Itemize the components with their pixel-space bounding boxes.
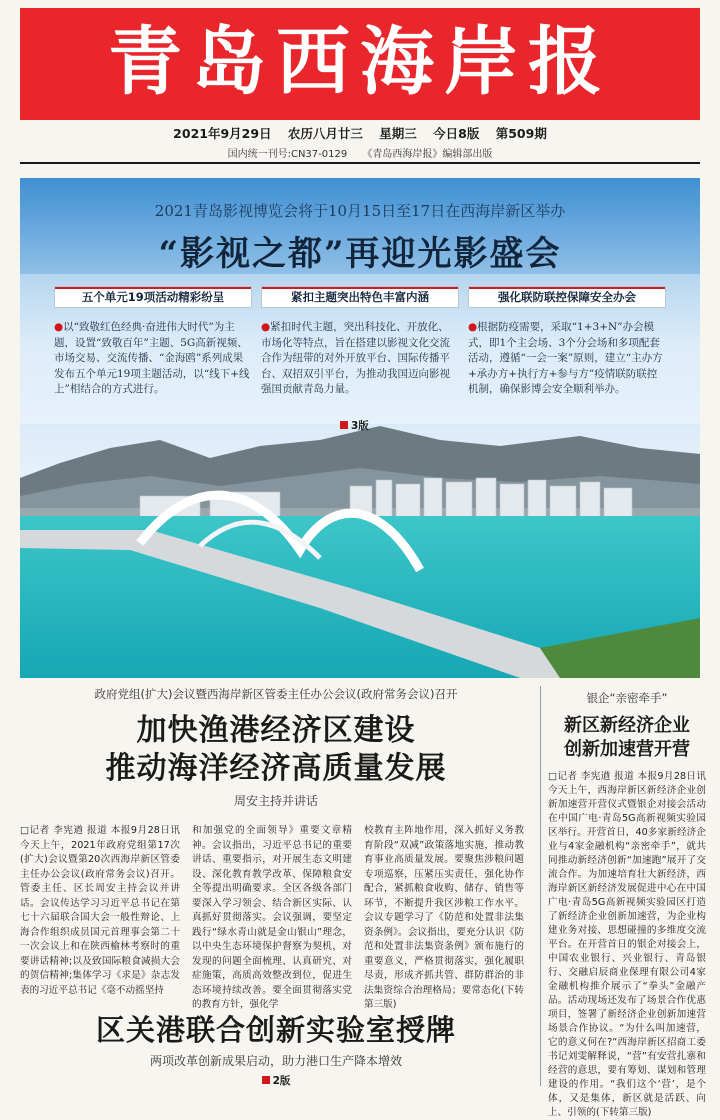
column-tag: 强化联防联控保障安全办会 [468,286,666,308]
side-article-text: □记者 李宪遒 报道 本报9月28日讯 今天上午，西海岸新区新经济企业创新加速营开营仪式暨银企对接会活动在中国广电·青岛5G高新视频实验园区举行。开营首日，40多家新经济企业与4家金融机构“亲密牵手”，就共同推动新经济创新“加速跑”展开了交流合作。为加速培育壮大新经济，西海岸新区新经济发展促进中心在中国广电·青岛5G高新视频实验园区打造了新经济企业创新加速营，为企业构建业务对接、思想碰撞的多维度交流平台。在开营首日的银企对接会上，中国农业银行、兴业银行、青岛银行、交融启辰商业保理有限公司4家金融机构推介展示了“拳头”金融产品。活动现场还发布了场景合作优惠项目，签署了新经济企业创新加速营场景合作协议。“为什么叫加速营，它的意义何在?”西海岸新区招商工委书记刘雯解释说，“营”有安营扎寨和经营的意思，要有筹划、谋划和管理建设的作用。“我们这个‘营’，是个体，又是集体，新区就是活跃、向上、引领的(下转第三版) [548,771,706,1118]
article-column-3: 校教育主阵地作用，深入抓好义务教育阶段“双减”政策落地实施，推动教育事业高质量发展。要聚焦涉粮问题专项巡察，压紧压实责任，强化协作配合，紧抓粮食收购、储存、销售等环节，不断提升我区涉粮工作水平。会议专题学习了《防范和处置非法集资条例》。会议指出，要充分认识《防范和处置非法集资条例》颁布施行的重要意义，严格贯彻落实，强化履职尽责，形成齐抓共管、群防群治的非法集资综合治理格局；要常态化(下转第三版) [364,825,524,1010]
side-article [548,690,706,1120]
lead-subheadline: 周安主持并讲话 [233,794,318,808]
lead-article-header [20,686,532,809]
hero-column-2 [261,286,459,398]
newspaper-title: 青岛西海岸报 [108,19,612,105]
column-divider [540,686,541,1086]
page-count: 今日8版 [433,126,480,141]
bottom-subheadline: 两项改革创新成果启动，助力港口生产降本增效 [149,1054,402,1068]
lead-overline: 政府党组(扩大)会议暨西海岸新区管委主任办公会议(政府常务会议)召开 [94,687,458,701]
column-text: ●根据防疫需要，采取“1+3+N”办会模式，即1个主会场、3个分会场和多项配套活动，遵循“一会一案”原则，建立“主办方+承办方+执行方+参与方”疫情联防联控机制，确保影博会安全顺利举办。 [468,321,663,395]
bottom-page-reference[interactable]: 2版 [20,1073,532,1088]
hero-kicker: 2021青岛影视博览会将于10月15日至17日在西海岸新区举办 [154,202,566,220]
hero-page-reference[interactable]: 3版 [340,418,369,433]
header-divider [20,162,700,164]
masthead [20,8,700,120]
hero-column-1 [54,286,252,398]
article-column-1: □记者 李宪遒 报道 本报9月28日讯 今天上午，2021年政府党组第17次(扩大)会议暨第20次西海岸新区管委主任办公会议(政府常务会议)召开。管委主任、区长周安主持会议并讲话。会议传达学习习近平总书记在第七十六届联合国大会一般性辩论、上海合作组织成员国元首理事会第二十一次会议上和在陕西榆林考察时的重要讲话精神;以及致国际粮食减损大会的贺信精神;集体学习《求是》杂志发表的习近平总书记《毫不动摇坚持 [20,825,180,996]
red-square-icon [340,421,348,429]
column-tag: 紧扣主题突出特色丰富内涵 [261,286,459,308]
weekday: 星期三 [379,126,417,141]
publication-info [0,145,720,160]
issue-number: 第509期 [495,126,547,141]
publication-code: 国内统一刊号:CN37-0129 [227,149,348,160]
lead-article-body [20,824,532,1010]
side-overline: 银企“亲密牵手” [586,691,668,705]
column-text: ●紧扣时代主题，突出科技化、开放化、市场化等特点，旨在搭建以影视文化交流合作为纽带的对外开放平台、国际传播平台、双招双引平台，为推动我国迈向影视强国贡献青岛力量。 [261,321,450,395]
side-headline[interactable]: 新区新经济企业 创新加速营开营 [564,715,690,760]
issue-date: 2021年9月29日 [173,126,272,141]
hero-headline[interactable]: “影视之都”再迎光影盛会 [158,234,562,274]
lead-headline[interactable]: 加快渔港经济区建设 推动海洋经济高质量发展 [105,713,447,786]
article-column-2: 和加强党的全面领导》重要文章精神。会议指出，习近平总书记的重要讲话、重要指示，对开展生态文明建设、深化教育教学改革、保障粮食安全等提出明确要求。全区各级各部门要深入学习领会、结合新区实际、认真抓好贯彻落实。会议强调，要坚定践行“绿水青山就是金山银山”理念，以中央生态环境保护督察为契机，对发现的问题全面梳理、认真研究、对症施策，高质高效整改到位，促进生态环境持续改善。要全面贯彻落实党的教育方针，强化学 [192,825,352,1010]
bottom-article [20,1010,532,1088]
bullet-icon: ● [468,321,478,333]
hero-feature[interactable] [20,178,700,678]
lunar-date: 农历八月廿三 [287,126,363,141]
column-text: ●以“致敬红色经典·奋进伟大时代”为主题，设置“致敬百年”主题、5G高新视频、市场交易、交流传播、“金海鸥”系列成果发布五个单元19项主题活动，以“线下+线上”相结合的方式进行。 [54,321,250,395]
column-tag: 五个单元19项活动精彩纷呈 [54,286,252,308]
dateline [0,124,720,142]
bullet-icon: ● [54,321,64,333]
bullet-icon: ● [261,321,271,333]
hero-column-3 [468,286,666,398]
publisher: 《青岛西海岸报》编辑部出版 [362,149,493,160]
red-square-icon [262,1076,270,1084]
bottom-headline[interactable]: 区关港联合创新实验室授牌 [95,1013,456,1047]
